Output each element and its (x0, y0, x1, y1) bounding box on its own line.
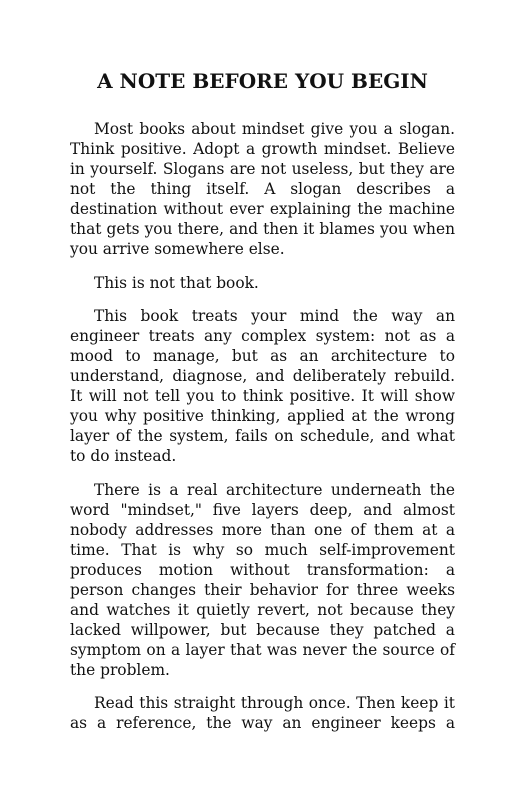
paragraph-5: Read this straight through once. Then keep it as a reference, the way an engineer keeps a (70, 694, 455, 732)
chapter-heading: A NOTE BEFORE YOU BEGIN (97, 69, 428, 93)
paragraph-4: There is a real architecture underneath the word "mindset," five layers deep, and almost nobody addresses more than one of them at a time. That is why so much self-improvement produces motion without transformation: a person changes their behavior for three weeks and watches it quietly revert, not because they lacked willpower, but because they patched a symptom on a layer that was never the source of the problem. (70, 480, 455, 679)
body-text (70, 119, 455, 747)
paragraph-2: This is not that book. (94, 273, 259, 292)
paragraph-3: This book treats your mind the way an engineer treats any complex system: not as a mood to manage, but as an architecture to understand, diagnose, and deliberately rebuild. It will not tell you to think positive. It will show you why positive thinking, applied at the wrong layer of the system, fails on schedule, and what to do instead. (70, 307, 455, 465)
paragraph-1: Most books about mindset give you a slogan. Think positive. Adopt a growth mindset. Believe in yourself. Slogans are not useless, but they are not the thing itself. A slogan describes a destination without ever explaining the machine that gets you there, and then it blames you when you arrive somewhere else. (70, 120, 455, 258)
